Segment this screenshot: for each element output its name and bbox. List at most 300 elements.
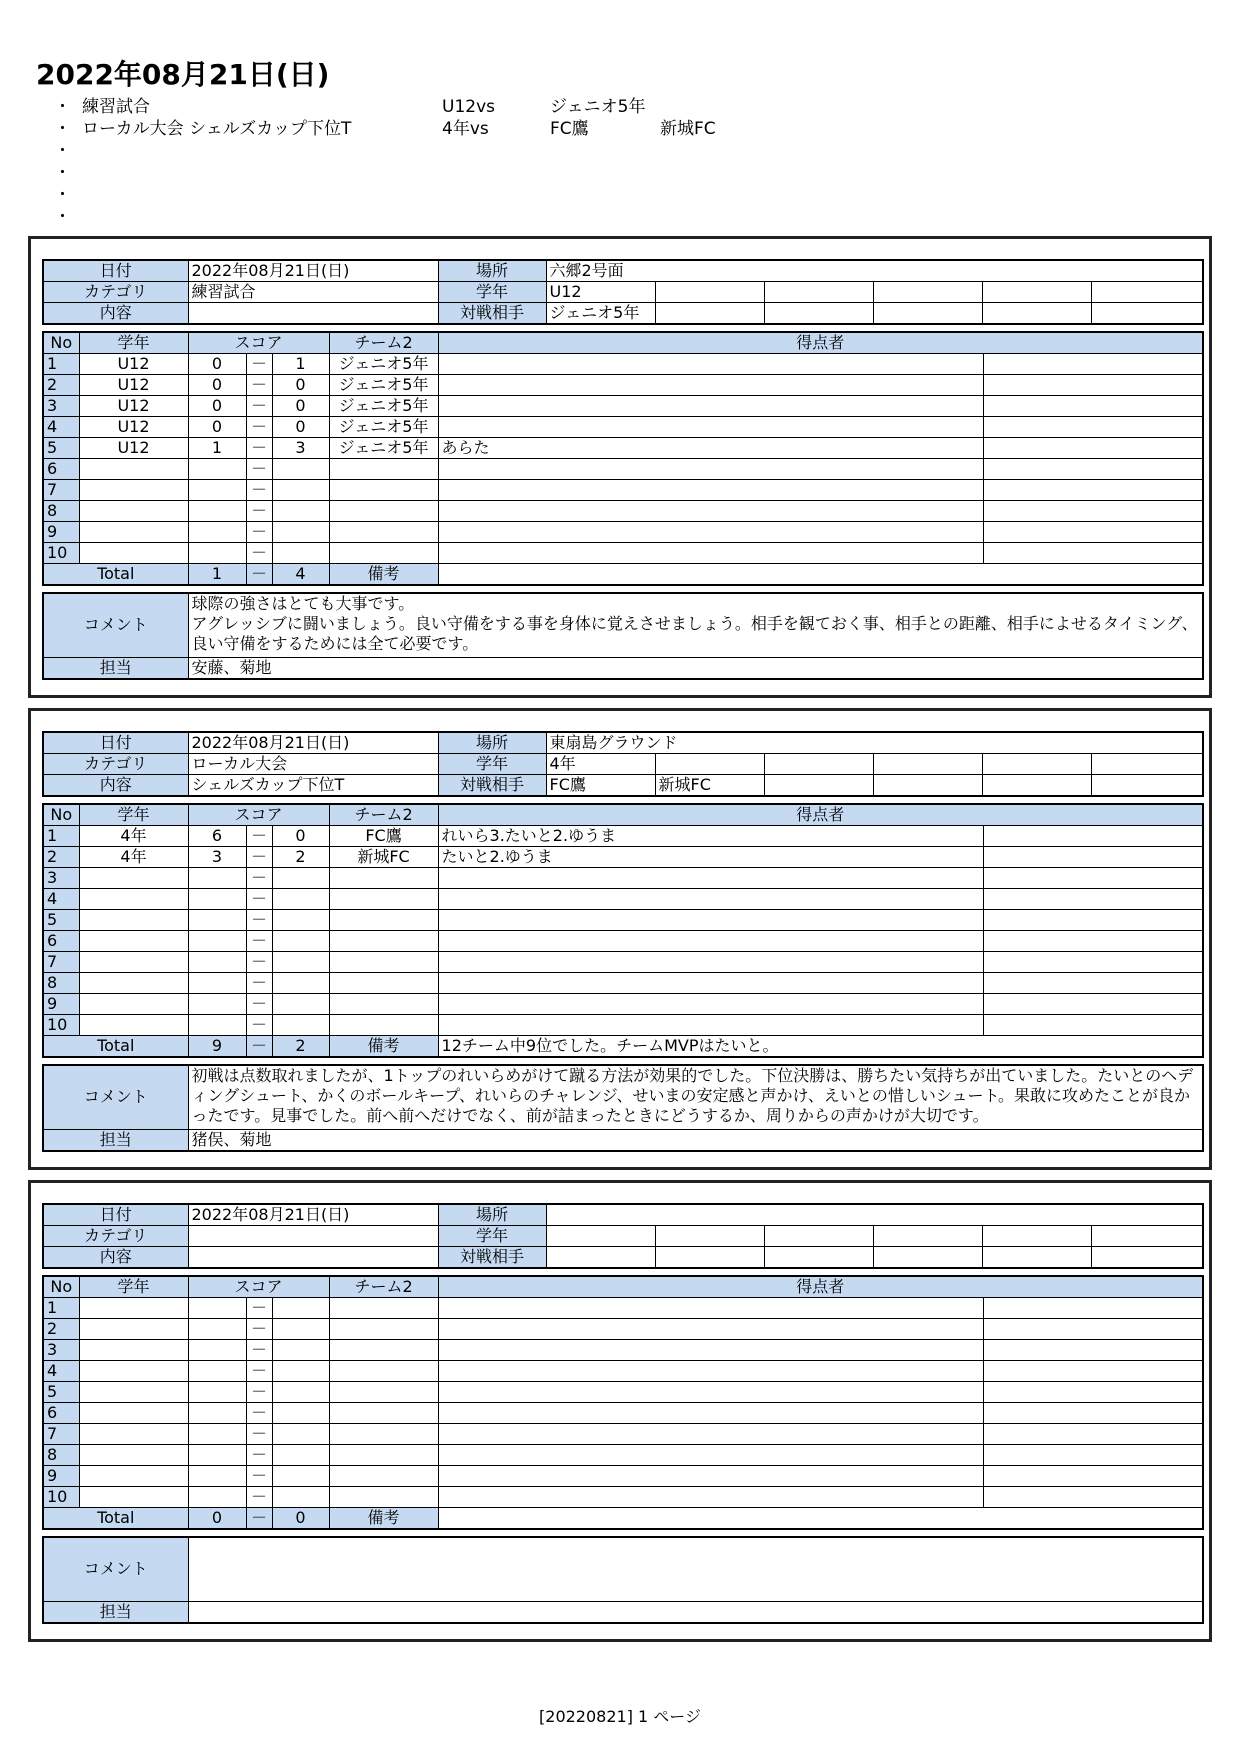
row-grade: [79, 973, 188, 994]
row-grade: [79, 868, 188, 889]
row-extra: [983, 354, 1203, 375]
row-score-home: [188, 501, 246, 522]
row-grade: [79, 1298, 188, 1319]
col-score: スコア: [188, 332, 329, 354]
row-scorers: あらた: [438, 438, 983, 459]
row-scorers: [438, 1015, 983, 1036]
row-no: 9: [43, 522, 79, 543]
comment-label: コメント: [43, 593, 188, 657]
row-grade: [79, 1015, 188, 1036]
row-score-away: [272, 1445, 329, 1466]
comment-label: コメント: [43, 1065, 188, 1129]
table-row: [43, 1361, 1203, 1382]
table-row: [43, 889, 1203, 910]
row-score-away: [272, 1466, 329, 1487]
staff-value: 猪俣、菊地: [188, 1129, 1203, 1151]
row-score-home: [188, 931, 246, 952]
row-score-dash: －: [246, 994, 272, 1015]
table-row: [43, 847, 1203, 868]
row-no: 4: [43, 889, 79, 910]
score-header-row: [43, 1276, 1203, 1298]
row-grade: [79, 952, 188, 973]
table-row: [43, 459, 1203, 480]
row-score-home: 6: [188, 826, 246, 847]
row-score-away: [272, 889, 329, 910]
opponent-cell: [873, 775, 982, 797]
summary-line: [36, 118, 1206, 140]
total-away: 0: [272, 1508, 329, 1530]
row-grade: U12: [79, 417, 188, 438]
row-no: 4: [43, 1361, 79, 1382]
page-title-date: 2022年08月21日(日): [36, 58, 330, 91]
row-scorers: [438, 1466, 983, 1487]
row-scorers: れいら3.たいと2.ゆうま: [438, 826, 983, 847]
row-scorers: [438, 868, 983, 889]
row-score-home: 0: [188, 354, 246, 375]
row-extra: [983, 501, 1203, 522]
row-score-dash: －: [246, 1319, 272, 1340]
info-table: [42, 259, 1204, 325]
row-score-away: [272, 543, 329, 564]
category-value: [188, 1226, 438, 1247]
staff-value: [188, 1601, 1203, 1623]
row-extra: [983, 375, 1203, 396]
comment-label: コメント: [43, 1537, 188, 1601]
row-score-away: 0: [272, 375, 329, 396]
table-row: [43, 910, 1203, 931]
row-scorers: [438, 501, 983, 522]
row-no: 6: [43, 931, 79, 952]
label-date: 日付: [43, 732, 188, 754]
table-row: [43, 952, 1203, 973]
place-value: 六郷2号面: [546, 260, 1203, 282]
row-extra: [983, 973, 1203, 994]
row-scorers: [438, 1487, 983, 1508]
row-score-away: [272, 1298, 329, 1319]
row-score-dash: －: [246, 1445, 272, 1466]
row-team2: [329, 910, 438, 931]
row-team2: [329, 1382, 438, 1403]
total-home: 1: [188, 564, 246, 586]
row-score-away: 0: [272, 396, 329, 417]
col-grade: 学年: [79, 804, 188, 826]
row-grade: [79, 543, 188, 564]
row-team2: [329, 868, 438, 889]
page-header: [36, 58, 1206, 228]
date-value: 2022年08月21日(日): [188, 732, 438, 754]
row-scorers: [438, 375, 983, 396]
opponent-cell: [982, 303, 1091, 325]
block-inner: [42, 1203, 1202, 1624]
comment-table: [42, 592, 1204, 680]
grade-cell: [982, 282, 1091, 303]
info-row-content: [43, 1247, 1203, 1269]
label-category: カテゴリ: [43, 1226, 188, 1247]
row-scorers: [438, 973, 983, 994]
total-row: [43, 1036, 1203, 1058]
bullet: ・: [54, 97, 71, 117]
row-no: 1: [43, 354, 79, 375]
table-row: [43, 396, 1203, 417]
row-score-home: [188, 1487, 246, 1508]
label-grade: 学年: [438, 754, 546, 775]
row-scorers: [438, 543, 983, 564]
row-no: 7: [43, 480, 79, 501]
table-row: [43, 973, 1203, 994]
table-row: [43, 1319, 1203, 1340]
row-team2: [329, 501, 438, 522]
row-team2: [329, 1298, 438, 1319]
row-score-home: [188, 1298, 246, 1319]
opponent-value-1: [546, 1247, 655, 1269]
row-score-dash: －: [246, 1340, 272, 1361]
summary-category: 練習試合: [82, 97, 150, 117]
row-score-dash: －: [246, 375, 272, 396]
row-extra: [983, 1340, 1203, 1361]
row-scorers: [438, 994, 983, 1015]
bullet: ・: [54, 185, 71, 205]
table-row: [43, 1487, 1203, 1508]
row-score-dash: －: [246, 826, 272, 847]
row-score-away: [272, 1319, 329, 1340]
row-no: 3: [43, 868, 79, 889]
row-extra: [983, 1298, 1203, 1319]
match-report-block: [28, 1180, 1212, 1642]
total-label: Total: [43, 1036, 188, 1058]
bullet: ・: [54, 141, 71, 161]
row-extra: [983, 417, 1203, 438]
row-score-away: [272, 1382, 329, 1403]
grade-cell: [764, 754, 873, 775]
row-score-away: 3: [272, 438, 329, 459]
row-team2: [329, 889, 438, 910]
row-extra: [983, 1466, 1203, 1487]
notes-label: 備考: [329, 1036, 438, 1058]
opponent-value-2: [655, 1247, 764, 1269]
grade-cell: [655, 754, 764, 775]
row-extra: [983, 1361, 1203, 1382]
opponent-cell: [764, 775, 873, 797]
row-scorers: [438, 889, 983, 910]
place-value: [546, 1204, 1203, 1226]
date-value: 2022年08月21日(日): [188, 260, 438, 282]
row-score-dash: －: [246, 522, 272, 543]
row-scorers: [438, 1445, 983, 1466]
info-row-date: [43, 260, 1203, 282]
staff-row: [43, 1601, 1203, 1623]
row-score-away: [272, 480, 329, 501]
row-grade: 4年: [79, 826, 188, 847]
opponent-value-1: ジェニオ5年: [546, 303, 655, 325]
row-team2: [329, 1015, 438, 1036]
row-team2: 新城FC: [329, 847, 438, 868]
notes-value: [438, 564, 1203, 586]
row-extra: [983, 1403, 1203, 1424]
grade-cell: [764, 1226, 873, 1247]
row-grade: [79, 459, 188, 480]
row-score-dash: －: [246, 1466, 272, 1487]
notes-label: 備考: [329, 1508, 438, 1530]
grade-value: [546, 1226, 655, 1247]
staff-value: 安藤、菊地: [188, 657, 1203, 679]
row-grade: [79, 1382, 188, 1403]
row-score-home: [188, 522, 246, 543]
row-score-away: [272, 1361, 329, 1382]
row-grade: [79, 910, 188, 931]
row-scorers: [438, 1361, 983, 1382]
row-no: 9: [43, 994, 79, 1015]
notes-value: 12チーム中9位でした。チームMVPはたいと。: [438, 1036, 1203, 1058]
col-team2: チーム2: [329, 332, 438, 354]
info-row-date: [43, 1204, 1203, 1226]
opponent-value-2: [655, 303, 764, 325]
row-no: 10: [43, 1015, 79, 1036]
row-scorers: [438, 1298, 983, 1319]
info-table: [42, 1203, 1204, 1269]
row-scorers: [438, 480, 983, 501]
grade-value: U12: [546, 282, 655, 303]
row-score-away: [272, 1403, 329, 1424]
row-score-dash: －: [246, 1382, 272, 1403]
opponent-cell: [764, 1247, 873, 1269]
col-scorers: 得点者: [438, 1276, 1203, 1298]
row-grade: [79, 994, 188, 1015]
row-score-dash: －: [246, 889, 272, 910]
row-no: 8: [43, 1445, 79, 1466]
row-no: 5: [43, 910, 79, 931]
row-score-home: [188, 1445, 246, 1466]
row-extra: [983, 994, 1203, 1015]
row-scorers: [438, 1403, 983, 1424]
comment-text: [188, 1537, 1203, 1601]
row-team2: [329, 1403, 438, 1424]
row-no: 9: [43, 1466, 79, 1487]
row-score-away: [272, 522, 329, 543]
row-score-away: 0: [272, 417, 329, 438]
table-row: [43, 1382, 1203, 1403]
row-grade: U12: [79, 438, 188, 459]
row-extra: [983, 910, 1203, 931]
row-extra: [983, 543, 1203, 564]
row-score-home: [188, 459, 246, 480]
row-score-dash: －: [246, 417, 272, 438]
col-no: No: [43, 804, 79, 826]
row-score-dash: －: [246, 396, 272, 417]
row-team2: ジェニオ5年: [329, 438, 438, 459]
label-category: カテゴリ: [43, 754, 188, 775]
row-extra: [983, 1487, 1203, 1508]
row-grade: [79, 931, 188, 952]
row-no: 1: [43, 1298, 79, 1319]
score-table: [42, 1275, 1204, 1530]
row-team2: ジェニオ5年: [329, 375, 438, 396]
row-team2: [329, 1319, 438, 1340]
grade-cell: [873, 282, 982, 303]
table-row: [43, 480, 1203, 501]
info-row-date: [43, 732, 1203, 754]
table-row: [43, 1466, 1203, 1487]
row-score-home: [188, 889, 246, 910]
col-score: スコア: [188, 804, 329, 826]
row-extra: [983, 1319, 1203, 1340]
row-scorers: [438, 459, 983, 480]
total-away: 4: [272, 564, 329, 586]
label-place: 場所: [438, 732, 546, 754]
row-grade: [79, 889, 188, 910]
opponent-cell: [873, 303, 982, 325]
row-score-dash: －: [246, 354, 272, 375]
col-grade: 学年: [79, 1276, 188, 1298]
opponent-cell: [1091, 775, 1203, 797]
notes-value: [438, 1508, 1203, 1530]
col-no: No: [43, 1276, 79, 1298]
row-score-home: [188, 1319, 246, 1340]
row-scorers: [438, 354, 983, 375]
staff-row: [43, 657, 1203, 679]
row-team2: [329, 973, 438, 994]
row-extra: [983, 438, 1203, 459]
row-team2: [329, 480, 438, 501]
table-row: [43, 1298, 1203, 1319]
row-scorers: [438, 396, 983, 417]
comment-row: [43, 1065, 1203, 1129]
col-scorers: 得点者: [438, 332, 1203, 354]
opponent-cell: [1091, 1247, 1203, 1269]
table-row: [43, 501, 1203, 522]
col-team2: チーム2: [329, 1276, 438, 1298]
row-extra: [983, 1445, 1203, 1466]
row-scorers: [438, 417, 983, 438]
summary-opponent-2: 新城FC: [660, 119, 716, 139]
row-score-home: [188, 973, 246, 994]
place-value: 東扇島グラウンド: [546, 732, 1203, 754]
bullet: ・: [54, 163, 71, 183]
grade-cell: [655, 282, 764, 303]
row-grade: [79, 1466, 188, 1487]
grade-cell: [982, 1226, 1091, 1247]
row-scorers: [438, 1319, 983, 1340]
score-header-row: [43, 332, 1203, 354]
row-score-home: 3: [188, 847, 246, 868]
row-grade: [79, 1319, 188, 1340]
opponent-value-2: 新城FC: [655, 775, 764, 797]
row-team2: FC鷹: [329, 826, 438, 847]
row-score-home: [188, 543, 246, 564]
total-dash: －: [246, 564, 272, 586]
row-score-home: [188, 1015, 246, 1036]
info-row-category: [43, 754, 1203, 775]
summary-line: [36, 96, 1206, 118]
info-row-content: [43, 303, 1203, 325]
table-row: [43, 1424, 1203, 1445]
summary-line: [36, 140, 1206, 162]
info-row-category: [43, 282, 1203, 303]
table-row: [43, 994, 1203, 1015]
row-no: 10: [43, 543, 79, 564]
block-inner: [42, 731, 1202, 1152]
row-score-away: [272, 973, 329, 994]
bullet: ・: [54, 207, 71, 227]
row-score-away: [272, 994, 329, 1015]
summary-opponent-1: ジェニオ5年: [550, 97, 646, 117]
row-grade: U12: [79, 354, 188, 375]
row-score-away: [272, 1424, 329, 1445]
label-opponent: 対戦相手: [438, 775, 546, 797]
row-team2: [329, 1466, 438, 1487]
row-extra: [983, 889, 1203, 910]
row-score-home: [188, 868, 246, 889]
score-table: [42, 331, 1204, 586]
match-report-block: [28, 236, 1212, 698]
row-grade: [79, 1403, 188, 1424]
row-score-away: 0: [272, 826, 329, 847]
row-scorers: [438, 910, 983, 931]
opponent-cell: [873, 1247, 982, 1269]
row-score-home: [188, 952, 246, 973]
row-score-home: [188, 1361, 246, 1382]
row-scorers: [438, 952, 983, 973]
summary-list: [36, 96, 1206, 228]
row-score-home: 1: [188, 438, 246, 459]
row-score-dash: －: [246, 459, 272, 480]
grade-cell: [1091, 754, 1203, 775]
row-team2: [329, 459, 438, 480]
table-row: [43, 1403, 1203, 1424]
row-score-home: [188, 1382, 246, 1403]
table-row: [43, 1015, 1203, 1036]
row-grade: [79, 480, 188, 501]
row-score-home: [188, 1340, 246, 1361]
match-report-block: [28, 708, 1212, 1170]
table-row: [43, 868, 1203, 889]
table-row: [43, 522, 1203, 543]
row-score-home: [188, 480, 246, 501]
label-date: 日付: [43, 260, 188, 282]
grade-cell: [873, 754, 982, 775]
col-team2: チーム2: [329, 804, 438, 826]
row-no: 2: [43, 375, 79, 396]
row-score-dash: －: [246, 543, 272, 564]
row-no: 4: [43, 417, 79, 438]
row-score-home: 0: [188, 375, 246, 396]
row-no: 3: [43, 1340, 79, 1361]
label-grade: 学年: [438, 1226, 546, 1247]
total-away: 2: [272, 1036, 329, 1058]
comment-text: 初戦は点数取れましたが、1トップのれいらめがけて蹴る方法が効果的でした。下位決勝は、勝ちたい気持ちが出ていました。たいとのヘディングシュート、かくのボールキープ、れいらのチャレンジ、せいまの安定感と声かけ、えいとの惜しいシュート。果敢に攻めたことが良かったです。見事でした。前へ前へだけでなく、前が詰まったときにどうするか、周りからの声かけが大切です。: [188, 1065, 1203, 1129]
row-grade: U12: [79, 396, 188, 417]
row-extra: [983, 522, 1203, 543]
label-date: 日付: [43, 1204, 188, 1226]
opponent-cell: [982, 775, 1091, 797]
info-table: [42, 731, 1204, 797]
row-score-away: 1: [272, 354, 329, 375]
table-row: [43, 826, 1203, 847]
grade-cell: [873, 1226, 982, 1247]
category-value: ローカル大会: [188, 754, 438, 775]
table-row: [43, 417, 1203, 438]
opponent-cell: [982, 1247, 1091, 1269]
row-grade: [79, 1487, 188, 1508]
row-score-home: [188, 1403, 246, 1424]
row-score-dash: －: [246, 868, 272, 889]
comment-text: 球際の強さはとても大事です。 アグレッシブに闘いましょう。良い守備をする事を身体に覚えさせましょう。相手を観ておく事、相手との距離、相手によせるタイミング、良い守備をするためには全て必要です。: [188, 593, 1203, 657]
row-score-away: [272, 952, 329, 973]
row-grade: U12: [79, 375, 188, 396]
row-no: 6: [43, 1403, 79, 1424]
row-score-away: [272, 459, 329, 480]
row-score-dash: －: [246, 480, 272, 501]
table-row: [43, 1445, 1203, 1466]
